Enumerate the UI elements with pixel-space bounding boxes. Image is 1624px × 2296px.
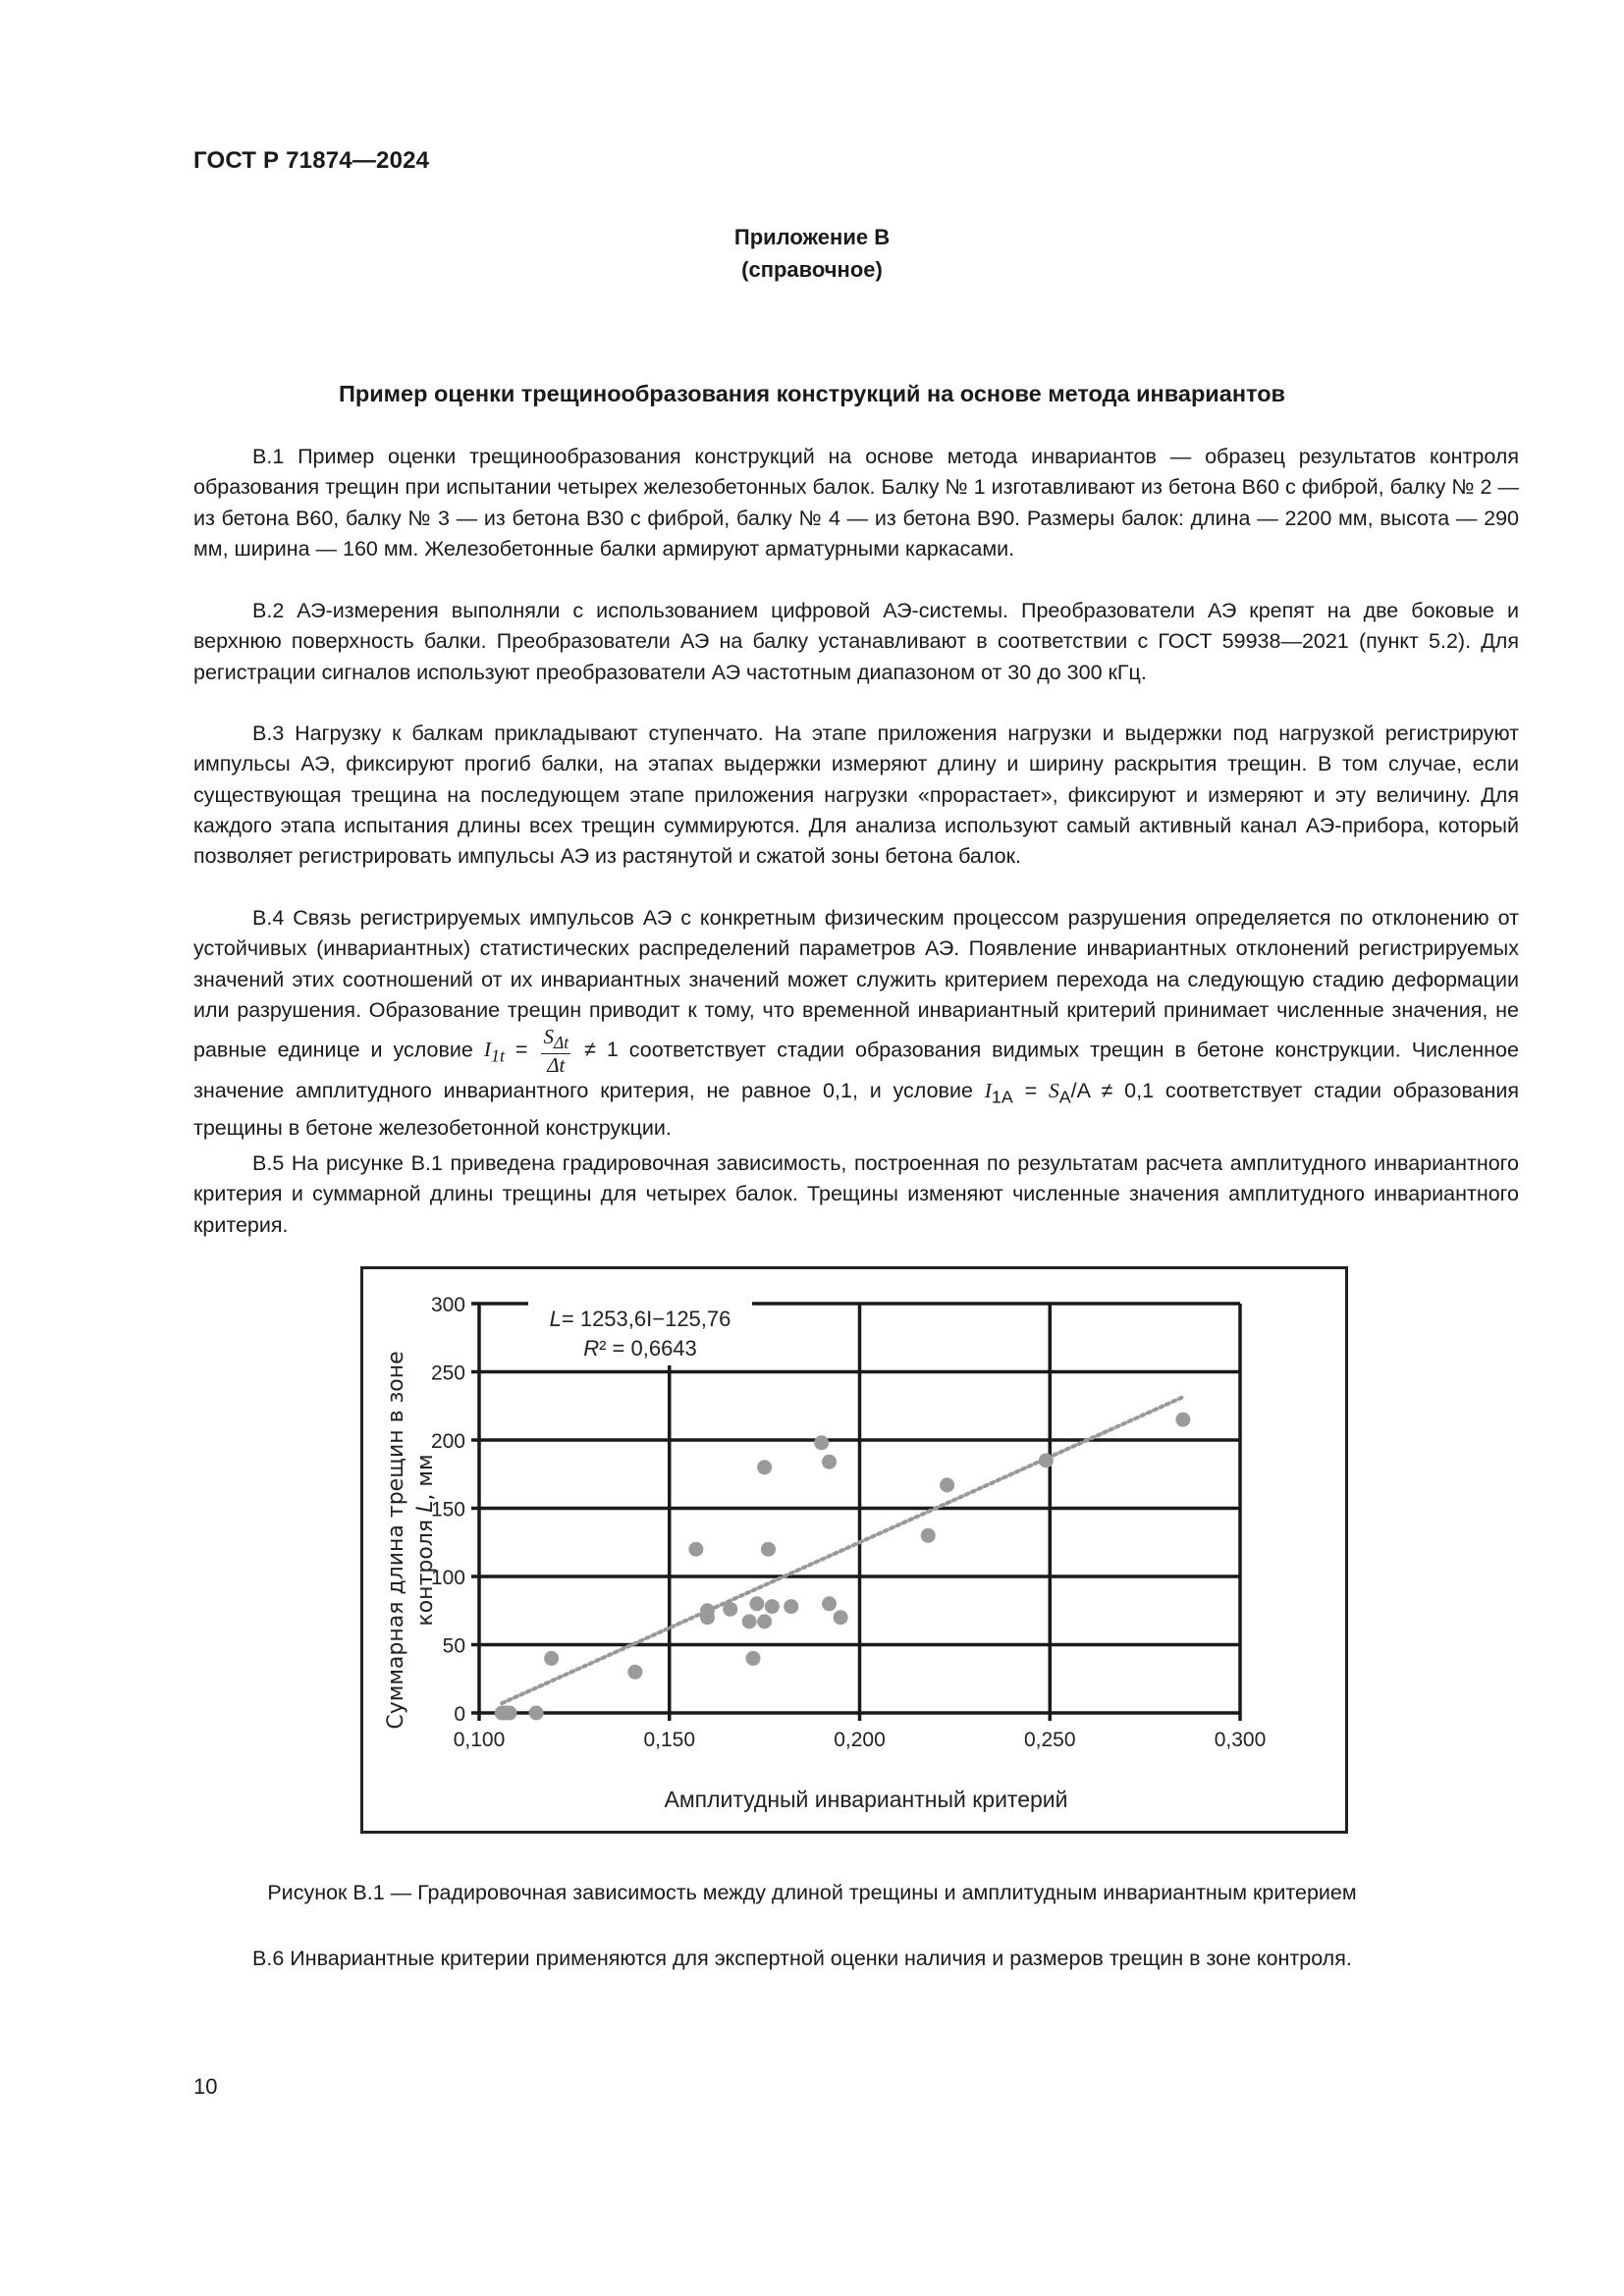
data-point	[834, 1610, 848, 1625]
svg-text:250: 250	[430, 1362, 465, 1385]
data-point	[822, 1596, 837, 1611]
svg-text:0,150: 0,150	[643, 1729, 696, 1751]
y-axis-label	[384, 1351, 438, 1729]
data-point	[627, 1665, 642, 1680]
paragraph-b2	[193, 596, 1519, 688]
data-point	[814, 1435, 829, 1450]
svg-text:0,250: 0,250	[1023, 1729, 1076, 1751]
svg-text:150: 150	[430, 1498, 465, 1522]
paragraph-b3	[193, 719, 1519, 872]
data-point	[688, 1542, 703, 1557]
paragraph-text: В.2 АЭ-измерения выполняли с использованием цифровой АЭ-системы. Преобразователи АЭ крепят на две боковые и верхнюю поверхность балки. Преобразователи АЭ на балку устанавливают в соответствии с ГОСТ 59938—2021 (пункт 5.2). Для регистрации сигналов используют преобразователи АЭ частотным диапазоном от 30 до 300 кГц.	[193, 599, 1519, 684]
trendline	[502, 1397, 1183, 1703]
x-axis-label: Амплитудный инвариантный критерий	[664, 1787, 1068, 1812]
annex-label: Приложение В	[733, 225, 891, 249]
data-point	[749, 1596, 764, 1611]
paragraph-b5	[193, 1148, 1519, 1241]
data-point	[921, 1528, 936, 1543]
paragraph-text: соответствует стадии образования трещины в бетоне железобетонной конструкции.	[193, 1079, 1519, 1140]
data-point	[742, 1614, 757, 1629]
paragraph-text: В.5 На рисунке В.1 приведена градировочная зависимость, построенная по результатам расчета амплитудного инвариантного критерия и суммарной длины трещины для четырех балок. Трещины изменяют численные значения амплитудного инвариантного критерия.	[193, 1151, 1519, 1237]
svg-text:100: 100	[430, 1567, 465, 1589]
data-point	[544, 1651, 559, 1666]
svg-text:300: 300	[430, 1294, 465, 1316]
data-point	[784, 1599, 798, 1614]
chart-grid	[471, 1304, 1240, 1721]
svg-text:50: 50	[442, 1634, 465, 1658]
data-point	[1039, 1453, 1054, 1468]
page-number: 10	[193, 2074, 218, 2099]
paragraph-b4	[193, 903, 1519, 1144]
scatter-chart	[363, 1269, 1345, 1831]
paragraph-text: В.3 Нагрузку к балкам прикладывают ступенчато. На этапе приложения нагрузки и выдержки под нагрузкой регистрируют импульсы АЭ, фиксируют прогиб балки, на этапах выдержки измеряют длину и ширину раскрытия трещин. В том случае, если существующая трещина на последующем этапе приложения нагрузки «прорастает», фиксируют и измеряют и эту величину. Для каждого этапа испытания длины всех трещин суммируются. Для анализа используют самый активный канал АЭ-прибора, который позволяет регистрировать импульсы АЭ из растянутой и сжатой зоны бетона балок.	[193, 721, 1519, 869]
svg-text:0,300: 0,300	[1214, 1729, 1267, 1751]
r-squared: R² = 0,6643	[583, 1336, 697, 1361]
data-point	[700, 1610, 715, 1625]
figure-caption: Рисунок В.1 — Градировочная зависимость между длиной трещины и амплитудным инвариантным критерием	[267, 1881, 1357, 1904]
data-point	[723, 1602, 737, 1617]
trend-equation: L= 1253,6I−125,76	[549, 1307, 731, 1331]
data-point	[761, 1542, 776, 1557]
svg-text:200: 200	[430, 1430, 465, 1453]
data-point	[940, 1477, 954, 1492]
data-point	[503, 1706, 517, 1721]
paragraph-text: В.1 Пример оценки трещинообразования конструкций на основе метода инвариантов — образец результатов контроля образования трещин при испытании четырех железобетонных балок. Балку № 1 изготавливают из бетона В60 с фиброй, балку № 2 — из бетона В60, балку № 3 — из бетона В30 с фиброй, балку № 4 — из бетона В90. Размеры балок: длина — 2200 мм, высота — 290 мм, ширина — 160 мм. Железобетонные балки армируют арматурными каркасами.	[193, 445, 1519, 561]
paragraph-text: соответствует стадии образования видимых трещин в бетоне конструкции. Численное значение амплитудного инвариантного критерия, не равное 0,1, и условие	[193, 1038, 1519, 1103]
annex-heading	[0, 221, 1624, 286]
formula-amplitude-invariant: $I_{1A} = S_A/A \ne 0,1$	[984, 1079, 1155, 1107]
data-point	[529, 1706, 544, 1721]
svg-text:0,100: 0,100	[453, 1729, 506, 1751]
fraction: $\frac{S_{\Delta t}}{\Delta t}$	[543, 1025, 569, 1078]
paragraph-text: В.4 Связь регистрируемых импульсов АЭ с конкретным физическим процессом разрушения определяется по отклонению от устойчивых (инвариантных) статистических распределений параметров АЭ. Появление инвариантных отклонений регистрируемых значений этих соотношений от их инвариантных значений может служить критерием перехода на следующую стадию деформации или разрушения. Образование трещин приводит к тому, что временной инвариантный критерий принимает численные значения, не равные единице и условие	[193, 906, 1519, 1062]
data-point	[1175, 1413, 1190, 1427]
data-point	[822, 1455, 837, 1469]
data-point	[746, 1651, 761, 1666]
figure-b1-chart	[360, 1266, 1348, 1834]
svg-text:Суммарная длина трещин в зоне: Суммарная длина трещин в зоне	[384, 1351, 408, 1730]
annex-kind: (справочное)	[741, 257, 883, 282]
paragraph-b6	[193, 1944, 1519, 1974]
document-id-header: ГОСТ Р 71874—2024	[193, 147, 430, 174]
data-point	[765, 1599, 780, 1614]
annex-title: Пример оценки трещинообразования конструкций на основе метода инвариантов	[338, 381, 1286, 406]
data-points	[495, 1413, 1191, 1721]
svg-text:контроля L, мм: контроля L, мм	[413, 1454, 438, 1627]
data-point	[757, 1614, 772, 1629]
svg-text:0,200: 0,200	[834, 1729, 886, 1751]
svg-text:0: 0	[454, 1703, 465, 1726]
formula-time-invariant: $I_{1t}$ = $\frac{S_{\Delta t}}{\Delta t}$ ≠ 1	[483, 1025, 619, 1078]
paragraph-b1	[193, 442, 1519, 564]
data-point	[757, 1460, 772, 1474]
paragraph-text: В.6 Инвариантные критерии применяются для экспертной оценки наличия и размеров трещин в зоне контроля.	[252, 1947, 1352, 1970]
